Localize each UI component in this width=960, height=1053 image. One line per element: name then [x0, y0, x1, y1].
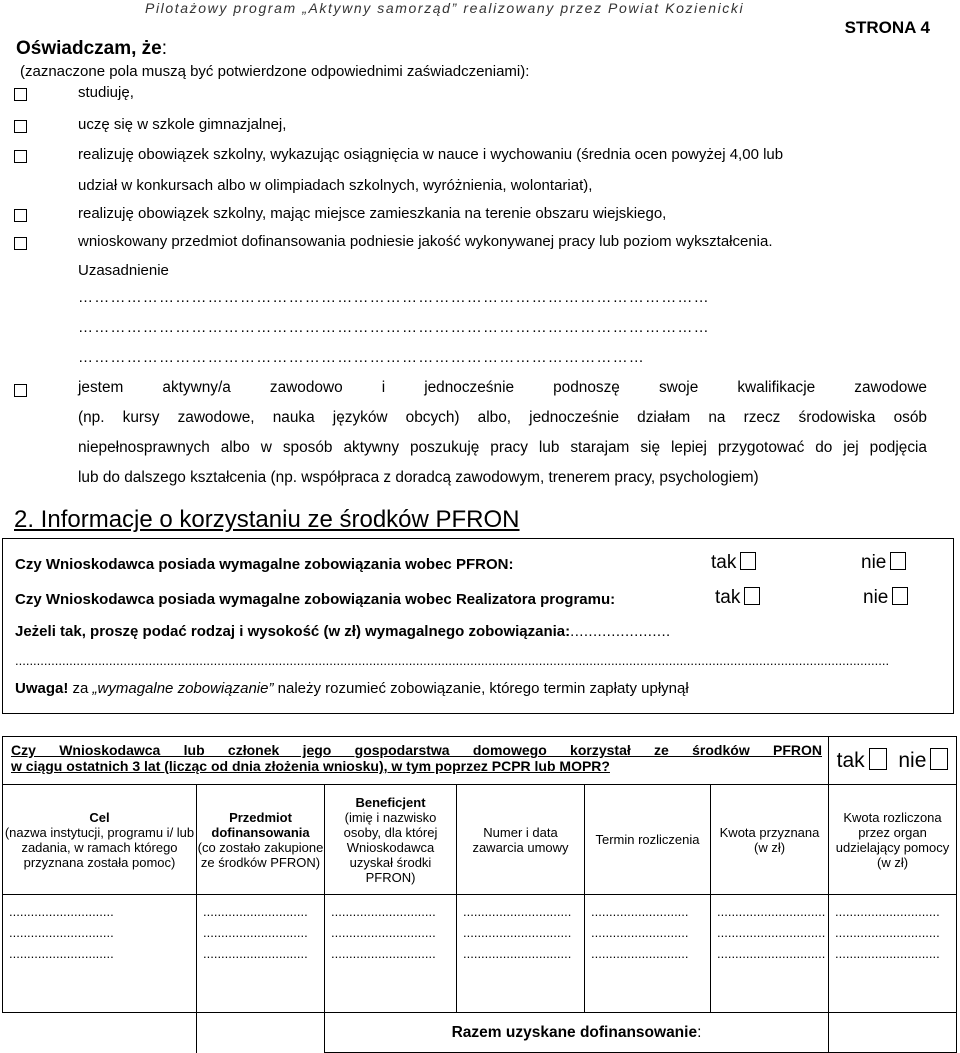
- declaration-note: (zaznaczone pola muszą być potwierdzone odpowiednimi zaświadczeniami):: [20, 63, 530, 80]
- cell-dots: ..............................: [463, 925, 572, 940]
- pfron-usage-table: [2, 736, 957, 1053]
- declaration-title-colon: :: [161, 38, 168, 59]
- col-header-przedmiot: [197, 785, 325, 895]
- checkbox-przedmiot-dofinansowania[interactable]: [14, 237, 27, 250]
- question-pfron: Czy Wnioskodawca posiada wymagalne zobowiązania wobec PFRON:: [15, 556, 514, 573]
- realizator-tak-option[interactable]: [715, 587, 760, 609]
- cell-dots: ..............................: [463, 946, 572, 961]
- declaration-item-obszar-wiejski: realizuję obowiązek szkolny, mając miejsce zamieszkania na terenie obszaru wiejskiego,: [78, 205, 667, 222]
- cell-dots: ...........................: [591, 925, 689, 940]
- declaration-title-text: Oświadczam, że: [16, 38, 162, 59]
- cell-dots: .............................: [9, 946, 114, 961]
- cell-dots: ..............................: [463, 904, 572, 919]
- cell-dots: .............................: [9, 904, 114, 919]
- col-header-beneficjent: [325, 785, 457, 895]
- pfron-usage-question-line2: w ciągu ostatnich 3 lat (licząc od dnia złożenia wniosku), w tym poprzez PCPR lub MOPR?: [11, 758, 610, 774]
- declaration-item-osiagniecia-line2: udział w konkursach albo w olimpiadach szkolnych, wyróżnienia, wolontariat),: [78, 177, 593, 194]
- justification-label: Uzasadnienie: [78, 262, 169, 279]
- pfron-nie-checkbox[interactable]: [890, 552, 906, 570]
- uwaga-note: [15, 680, 689, 697]
- cell-dots: ...........................: [591, 946, 689, 961]
- cell-numer-umowy[interactable]: [457, 895, 585, 1013]
- col-header-beneficjent-bold: Beneficjent: [355, 794, 426, 810]
- usage-tak-label: tak: [836, 749, 865, 772]
- checkbox-obszar-wiejski[interactable]: [14, 209, 27, 222]
- cell-dots: .............................: [203, 925, 308, 940]
- col-header-przedmiot-desc: (co zostało zakupione ze środków PFRON): [197, 839, 324, 870]
- cell-dots: ...........................: [591, 904, 689, 919]
- obligation-amount-field[interactable]: ......................: [570, 623, 671, 640]
- usage-nie-label: nie: [898, 749, 927, 772]
- declaration-item-gimnazjum: uczę się w szkole gimnazjalnej,: [78, 116, 287, 133]
- checkbox-gimnazjum[interactable]: [14, 120, 27, 133]
- total-value-cell[interactable]: [829, 1013, 957, 1053]
- question-rodzaj-wysokosc: [15, 623, 671, 640]
- pfron-nie-option[interactable]: [861, 552, 906, 574]
- justification-line-3[interactable]: ……………………………………………………………………………………………: [78, 349, 645, 366]
- declaration-item-aktywny-line4: lub do dalszego kształcenia (np. współpraca z doradcą zawodowym, trenerem pracy, psychologiem): [78, 469, 759, 486]
- checkbox-aktywny-zawodowo[interactable]: [14, 384, 27, 397]
- obligation-line[interactable]: ..................................................................................................................................................................................................................................................: [15, 653, 890, 668]
- table-empty-cell: [3, 1013, 197, 1053]
- declaration-item-osiagniecia-line1: realizuję obowiązek szkolny, wykazując osiągnięcia w nauce i wychowaniu (średnia ocen powyżej 4,00 lub: [78, 146, 784, 163]
- col-header-kwota-rozliczona: Kwota rozliczona przez organ udzielający pomocy (w zł): [829, 785, 957, 895]
- checkbox-studiuje[interactable]: [14, 88, 27, 101]
- realizator-tak-label: tak: [715, 587, 741, 608]
- question-rodzaj-wysokosc-text: Jeżeli tak, proszę podać rodzaj i wysokość (w zł) wymagalnego zobowiązania:: [15, 623, 571, 640]
- uwaga-label: Uwaga!: [15, 680, 69, 697]
- pfron-tak-label: tak: [711, 552, 737, 573]
- declaration-item-przedmiot: wnioskowany przedmiot dofinansowania podniesie jakość wykonywanej pracy lub poziom wykształcenia.: [78, 233, 773, 250]
- usage-tak-checkbox[interactable]: [869, 748, 887, 770]
- col-header-cel-bold: Cel: [89, 809, 110, 825]
- declaration-item-aktywny-line1: jestem aktywny/a zawodowo i jednocześnie podnoszę swoje kwalifikacje zawodowe: [78, 379, 927, 396]
- pfron-usage-question: [3, 737, 829, 785]
- cell-dots: .............................: [835, 904, 940, 919]
- pfron-usage-answer: [829, 737, 957, 785]
- cell-dots: ..............................: [717, 946, 826, 961]
- total-label-cell: [325, 1013, 829, 1053]
- usage-nie-checkbox[interactable]: [930, 748, 948, 770]
- question-realizator: Czy Wnioskodawca posiada wymagalne zobowiązania wobec Realizatora programu:: [15, 591, 616, 608]
- document-header: Pilotażowy program „Aktywny samorząd” realizowany przez Powiat Kozienicki: [145, 0, 745, 16]
- declaration-item-studiuje: studiuję,: [78, 84, 134, 101]
- cell-dots: .............................: [835, 925, 940, 940]
- total-label-colon: :: [697, 1023, 702, 1041]
- realizator-nie-checkbox[interactable]: [892, 587, 908, 605]
- realizator-nie-option[interactable]: [863, 587, 908, 609]
- declaration-item-aktywny-line2: (np. kursy zawodowe, nauka języków obcych) albo, jednocześnie działam na rzecz środowiska osób: [78, 409, 927, 426]
- cell-dots: .............................: [835, 946, 940, 961]
- uwaga-term: „wymagalne zobowiązanie”: [92, 680, 274, 697]
- col-header-numer-umowy: Numer i data zawarcia umowy: [457, 785, 585, 895]
- cell-dots: .............................: [203, 946, 308, 961]
- cell-dots: .............................: [331, 904, 436, 919]
- col-header-kwota-przyznana: Kwota przyznana (w zł): [711, 785, 829, 895]
- realizator-nie-label: nie: [863, 587, 889, 608]
- cell-kwota-rozliczona[interactable]: [829, 895, 957, 1013]
- cell-cel[interactable]: [3, 895, 197, 1013]
- justification-line-2[interactable]: ………………………………………………………………………………………………………: [78, 319, 710, 336]
- uwaga-post: należy rozumieć zobowiązanie, którego termin zapłaty upłynął: [273, 680, 689, 697]
- cell-przedmiot[interactable]: [197, 895, 325, 1013]
- realizator-tak-checkbox[interactable]: [744, 587, 760, 605]
- cell-beneficjent[interactable]: [325, 895, 457, 1013]
- justification-line-1[interactable]: ………………………………………………………………………………………………………: [78, 289, 710, 306]
- cell-dots: .............................: [9, 925, 114, 940]
- col-header-beneficjent-desc: (imię i nazwisko osoby, dla której Wnioskodawca uzyskał środki PFRON): [343, 809, 438, 885]
- pfron-tak-option[interactable]: [711, 552, 756, 574]
- cell-dots: .............................: [203, 904, 308, 919]
- col-header-cel-desc: (nazwa instytucji, programu i/ lub zadania, w ramach którego przyznana została pomoc): [4, 824, 195, 870]
- cell-dots: .............................: [331, 925, 436, 940]
- declaration-title: [16, 38, 167, 60]
- declaration-item-aktywny-line3: niepełnosprawnych albo w sposób aktywny poszukuję pracy lub starajam się lepiej przygotować do jej podjęcia: [78, 439, 927, 456]
- pfron-tak-checkbox[interactable]: [740, 552, 756, 570]
- col-header-przedmiot-bold: Przedmiot dofinansowania: [211, 809, 310, 840]
- cell-dots: .............................: [331, 946, 436, 961]
- checkbox-obowiazek-osiagniecia[interactable]: [14, 150, 27, 163]
- pfron-nie-label: nie: [861, 552, 887, 573]
- section-title: 2. Informacje o korzystaniu ze środków PFRON: [14, 506, 520, 533]
- cell-termin[interactable]: [585, 895, 711, 1013]
- total-label: Razem uzyskane dofinansowanie: [451, 1023, 698, 1041]
- pfron-obligations-box: [2, 538, 954, 714]
- col-header-termin: Termin rozliczenia: [585, 785, 711, 895]
- cell-kwota-przyznana[interactable]: [711, 895, 829, 1013]
- uwaga-pre: za: [68, 680, 93, 697]
- col-header-cel: [3, 785, 197, 895]
- table-empty-cell: [197, 1013, 325, 1053]
- pfron-usage-question-line1: Czy Wnioskodawca lub członek jego gospodarstwa domowego korzystał ze środków PFRON: [11, 742, 823, 758]
- cell-dots: ..............................: [717, 904, 826, 919]
- table-row: [3, 895, 957, 1013]
- cell-dots: ..............................: [717, 925, 826, 940]
- page-number: STRONA 4: [844, 18, 930, 37]
